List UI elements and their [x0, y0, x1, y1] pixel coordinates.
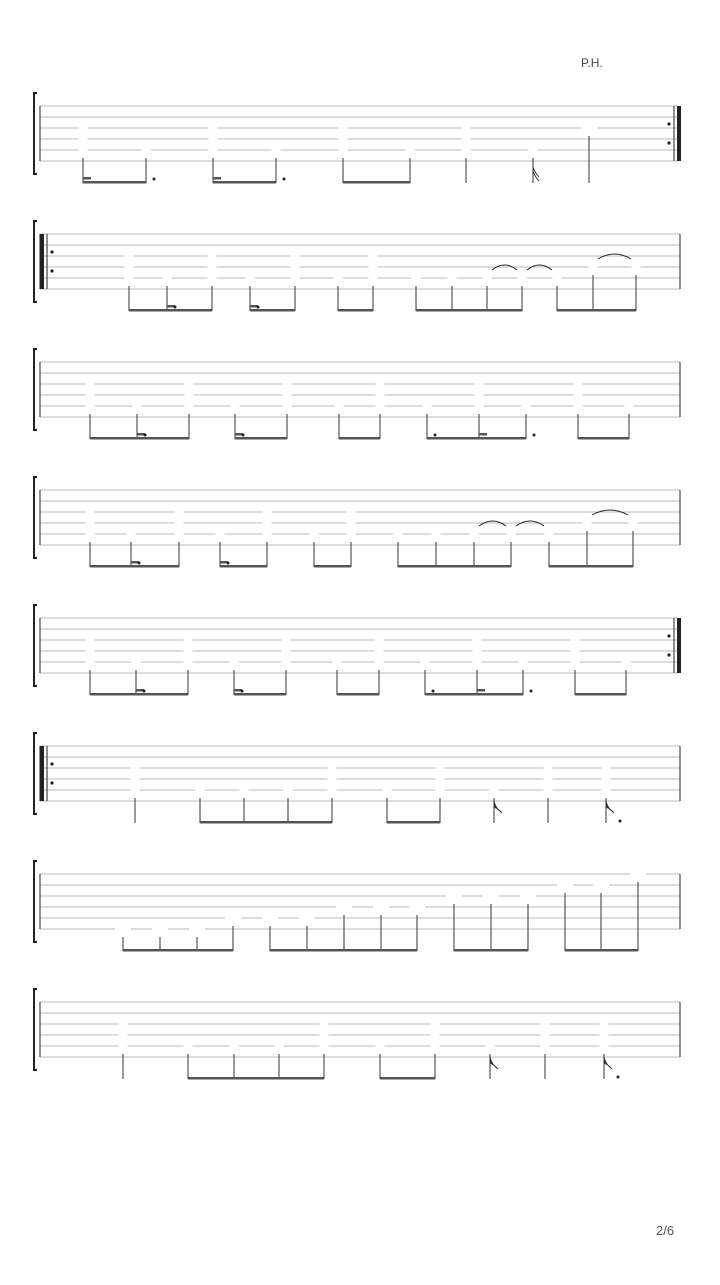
beam-partial — [83, 177, 91, 180]
fret-backdrop — [320, 1019, 329, 1030]
fret-backdrop — [328, 763, 337, 774]
beam — [200, 821, 332, 824]
fret-backdrop — [629, 518, 638, 529]
fret-backdrop — [333, 657, 342, 668]
fret-backdrop — [436, 785, 445, 796]
note-flag — [606, 801, 614, 813]
fret-backdrop — [196, 785, 205, 796]
beam — [90, 437, 189, 440]
fret-backdrop — [291, 251, 300, 262]
beam — [387, 821, 440, 824]
fret-backdrop — [483, 273, 492, 284]
fret-backdrop — [600, 1019, 609, 1030]
fret-backdrop — [432, 529, 441, 540]
fret-backdrop — [115, 924, 131, 935]
fret-backdrop — [284, 785, 293, 796]
beam — [549, 565, 633, 568]
fret-backdrop — [473, 635, 482, 646]
system-bracket — [34, 861, 37, 942]
fret-backdrop — [184, 657, 193, 668]
fret-backdrop — [571, 657, 580, 668]
fret-backdrop — [339, 123, 348, 134]
fret-backdrop — [184, 635, 193, 646]
fret-backdrop — [473, 646, 482, 657]
fret-backdrop — [185, 401, 194, 412]
fret-backdrop — [262, 913, 278, 924]
beam — [234, 693, 286, 696]
fret-backdrop — [320, 1041, 329, 1052]
fret-backdrop — [376, 1041, 385, 1052]
system-bracket — [34, 349, 37, 430]
repeat-dot — [667, 122, 670, 125]
fret-backdrop — [291, 262, 300, 273]
fret-backdrop — [545, 529, 554, 540]
fret-backdrop — [436, 774, 445, 785]
fret-backdrop — [231, 401, 240, 412]
fret-backdrop — [127, 529, 136, 540]
fret-backdrop — [310, 529, 319, 540]
fret-backdrop — [446, 891, 462, 902]
fret-backdrop — [291, 273, 300, 284]
repeat-dot — [667, 141, 670, 144]
fret-backdrop — [86, 646, 95, 657]
beam — [416, 309, 522, 312]
beam — [565, 949, 638, 952]
fret-backdrop — [339, 134, 348, 145]
dotted-rhythm-dot — [257, 306, 260, 309]
beam — [427, 437, 526, 440]
beam — [90, 693, 188, 696]
beam — [380, 1077, 435, 1080]
fret-backdrop — [375, 657, 384, 668]
fret-backdrop — [369, 251, 378, 262]
fret-backdrop — [475, 390, 484, 401]
system-bracket — [34, 477, 37, 558]
fret-backdrop — [574, 401, 583, 412]
beam-partial — [479, 433, 487, 436]
beam — [398, 565, 511, 568]
beam — [338, 309, 373, 312]
fret-backdrop — [86, 390, 95, 401]
fret-backdrop — [581, 123, 597, 134]
fret-backdrop — [376, 401, 385, 412]
fret-backdrop — [462, 134, 471, 145]
fret-backdrop — [131, 763, 140, 774]
fret-backdrop — [131, 774, 140, 785]
dotted-rhythm-dot — [432, 690, 435, 693]
fret-backdrop — [625, 401, 634, 412]
fret-backdrop — [409, 902, 425, 913]
fret-backdrop — [132, 657, 141, 668]
fret-backdrop — [369, 262, 378, 273]
fret-backdrop — [519, 657, 528, 668]
fret-backdrop — [583, 518, 592, 529]
fret-backdrop — [574, 379, 583, 390]
fret-backdrop — [632, 262, 641, 273]
fret-backdrop — [282, 635, 291, 646]
dotted-rhythm-dot — [242, 434, 245, 437]
repeat-end-thick-bar — [677, 106, 681, 161]
fret-backdrop — [475, 401, 484, 412]
system-bracket — [34, 605, 37, 686]
fret-backdrop — [593, 880, 609, 891]
beam — [425, 693, 523, 696]
fret-backdrop — [518, 273, 527, 284]
dotted-rhythm-dot — [153, 178, 156, 181]
fret-backdrop — [375, 635, 384, 646]
fret-backdrop — [462, 145, 471, 156]
fret-backdrop — [272, 145, 281, 156]
fret-backdrop — [431, 1041, 440, 1052]
fret-backdrop — [589, 262, 598, 273]
beam — [220, 565, 267, 568]
fret-backdrop — [184, 1041, 193, 1052]
fret-backdrop — [571, 635, 580, 646]
fret-backdrop — [483, 891, 499, 902]
fret-backdrop — [119, 1030, 128, 1041]
fret-backdrop — [335, 401, 344, 412]
dotted-rhythm-dot — [617, 1076, 620, 1079]
fret-backdrop — [541, 1041, 550, 1052]
fret-backdrop — [86, 635, 95, 646]
note-flag — [494, 801, 502, 813]
beam — [575, 693, 626, 696]
fret-backdrop — [86, 657, 95, 668]
fret-backdrop — [336, 902, 352, 913]
fret-backdrop — [334, 273, 343, 284]
system-bracket — [34, 221, 37, 302]
fret-backdrop — [209, 123, 218, 134]
fret-backdrop — [421, 657, 430, 668]
dotted-rhythm-dot — [143, 690, 146, 693]
fret-backdrop — [175, 507, 184, 518]
fret-backdrop — [230, 657, 239, 668]
beam-partial — [213, 177, 221, 180]
beam — [129, 309, 212, 312]
fret-backdrop — [373, 902, 389, 913]
fret-backdrop — [544, 763, 553, 774]
beam — [235, 437, 287, 440]
fret-backdrop — [520, 891, 536, 902]
fret-backdrop — [125, 251, 134, 262]
fret-backdrop — [283, 379, 292, 390]
fret-backdrop — [263, 507, 272, 518]
fret-backdrop — [431, 1030, 440, 1041]
fret-backdrop — [246, 273, 255, 284]
fret-backdrop — [412, 273, 421, 284]
fret-backdrop — [240, 785, 249, 796]
dotted-rhythm-dot — [241, 690, 244, 693]
palm-mute-annotation: P.H. — [581, 56, 603, 70]
beam — [557, 309, 636, 312]
fret-backdrop — [347, 507, 356, 518]
fret-backdrop — [507, 529, 516, 540]
fret-backdrop — [225, 913, 241, 924]
fret-backdrop — [436, 763, 445, 774]
fret-backdrop — [376, 379, 385, 390]
fret-backdrop — [622, 657, 631, 668]
fret-backdrop — [152, 924, 168, 935]
fret-backdrop — [490, 785, 499, 796]
fret-backdrop — [347, 518, 356, 529]
fret-backdrop — [557, 880, 573, 891]
dotted-rhythm-dot — [227, 562, 230, 565]
repeat-start-thick-bar — [40, 234, 44, 289]
fret-backdrop — [208, 273, 217, 284]
fret-backdrop — [263, 518, 272, 529]
fret-backdrop — [133, 401, 142, 412]
fret-backdrop — [131, 785, 140, 796]
fret-backdrop — [86, 518, 95, 529]
dotted-rhythm-dot — [434, 434, 437, 437]
beam — [83, 181, 146, 184]
fret-backdrop — [522, 401, 531, 412]
fret-backdrop — [79, 123, 88, 134]
fret-backdrop — [571, 646, 580, 657]
repeat-dot — [50, 269, 53, 272]
repeat-dot — [50, 762, 53, 765]
fret-backdrop — [369, 273, 378, 284]
repeat-dot — [50, 250, 53, 253]
fret-backdrop — [462, 123, 471, 134]
fret-backdrop — [86, 379, 95, 390]
fret-backdrop — [541, 1030, 550, 1041]
fret-backdrop — [602, 774, 611, 785]
fret-backdrop — [475, 379, 484, 390]
fret-backdrop — [394, 529, 403, 540]
fret-backdrop — [282, 657, 291, 668]
fret-backdrop — [79, 134, 88, 145]
fret-backdrop — [209, 145, 218, 156]
beam — [270, 949, 417, 952]
repeat-start-thick-bar — [40, 746, 44, 801]
fret-backdrop — [208, 251, 217, 262]
fret-backdrop — [175, 518, 184, 529]
dotted-rhythm-dot — [530, 690, 533, 693]
repeat-dot — [667, 634, 670, 637]
beam-partial — [477, 689, 485, 692]
fret-backdrop — [119, 1019, 128, 1030]
dotted-rhythm-dot — [174, 306, 177, 309]
page-number: 2/6 — [656, 1223, 675, 1238]
fret-backdrop — [125, 273, 134, 284]
fret-backdrop — [375, 646, 384, 657]
fret-backdrop — [275, 1041, 284, 1052]
fret-backdrop — [383, 785, 392, 796]
dotted-rhythm-dot — [144, 434, 147, 437]
beam — [90, 565, 179, 568]
fret-backdrop — [142, 145, 151, 156]
fret-backdrop — [282, 646, 291, 657]
fret-backdrop — [86, 529, 95, 540]
fret-backdrop — [541, 1019, 550, 1030]
repeat-end-thick-bar — [677, 618, 681, 673]
fret-backdrop — [328, 774, 337, 785]
fret-backdrop — [347, 529, 356, 540]
beam — [343, 181, 410, 184]
note-flag — [604, 1057, 612, 1069]
fret-backdrop — [86, 401, 95, 412]
beam — [188, 1077, 324, 1080]
fret-backdrop — [630, 869, 646, 880]
dotted-rhythm-dot — [533, 434, 536, 437]
beam — [337, 693, 379, 696]
fret-backdrop — [230, 1041, 239, 1052]
repeat-dot — [50, 781, 53, 784]
beam — [314, 565, 351, 568]
beam — [578, 437, 629, 440]
fret-backdrop — [216, 529, 225, 540]
note-flag — [490, 1057, 498, 1069]
fret-backdrop — [328, 785, 337, 796]
fret-backdrop — [79, 145, 88, 156]
fret-backdrop — [283, 390, 292, 401]
fret-backdrop — [184, 646, 193, 657]
beam — [213, 181, 276, 184]
fret-backdrop — [602, 763, 611, 774]
system-bracket — [34, 93, 37, 174]
fret-backdrop — [376, 390, 385, 401]
dotted-rhythm-dot — [138, 562, 141, 565]
dotted-rhythm-dot — [283, 178, 286, 181]
fret-backdrop — [470, 529, 479, 540]
fret-backdrop — [189, 924, 205, 935]
fret-backdrop — [185, 379, 194, 390]
beam — [250, 309, 295, 312]
beam — [454, 949, 528, 952]
fret-backdrop — [544, 774, 553, 785]
fret-backdrop — [574, 390, 583, 401]
fret-backdrop — [263, 529, 272, 540]
fret-backdrop — [125, 262, 134, 273]
fret-backdrop — [283, 401, 292, 412]
fret-backdrop — [529, 145, 538, 156]
repeat-dot — [667, 653, 670, 656]
fret-backdrop — [208, 262, 217, 273]
fret-backdrop — [486, 1041, 495, 1052]
beam — [339, 437, 380, 440]
fret-backdrop — [299, 913, 315, 924]
fret-backdrop — [431, 1019, 440, 1030]
fret-backdrop — [406, 145, 415, 156]
fret-backdrop — [163, 273, 172, 284]
fret-backdrop — [209, 134, 218, 145]
fret-backdrop — [600, 1041, 609, 1052]
fret-backdrop — [602, 785, 611, 796]
fret-backdrop — [175, 529, 184, 540]
fret-backdrop — [86, 507, 95, 518]
fret-backdrop — [119, 1041, 128, 1052]
fret-backdrop — [423, 401, 432, 412]
fret-backdrop — [320, 1030, 329, 1041]
fret-backdrop — [185, 390, 194, 401]
fret-backdrop — [448, 273, 457, 284]
fret-backdrop — [473, 657, 482, 668]
dotted-rhythm-dot — [619, 820, 622, 823]
beam — [123, 949, 233, 952]
system-bracket — [34, 733, 37, 814]
fret-backdrop — [544, 785, 553, 796]
system-bracket — [34, 989, 37, 1070]
fret-backdrop — [553, 273, 562, 284]
note-flag — [533, 167, 539, 181]
fret-backdrop — [600, 1030, 609, 1041]
fret-backdrop — [339, 145, 348, 156]
